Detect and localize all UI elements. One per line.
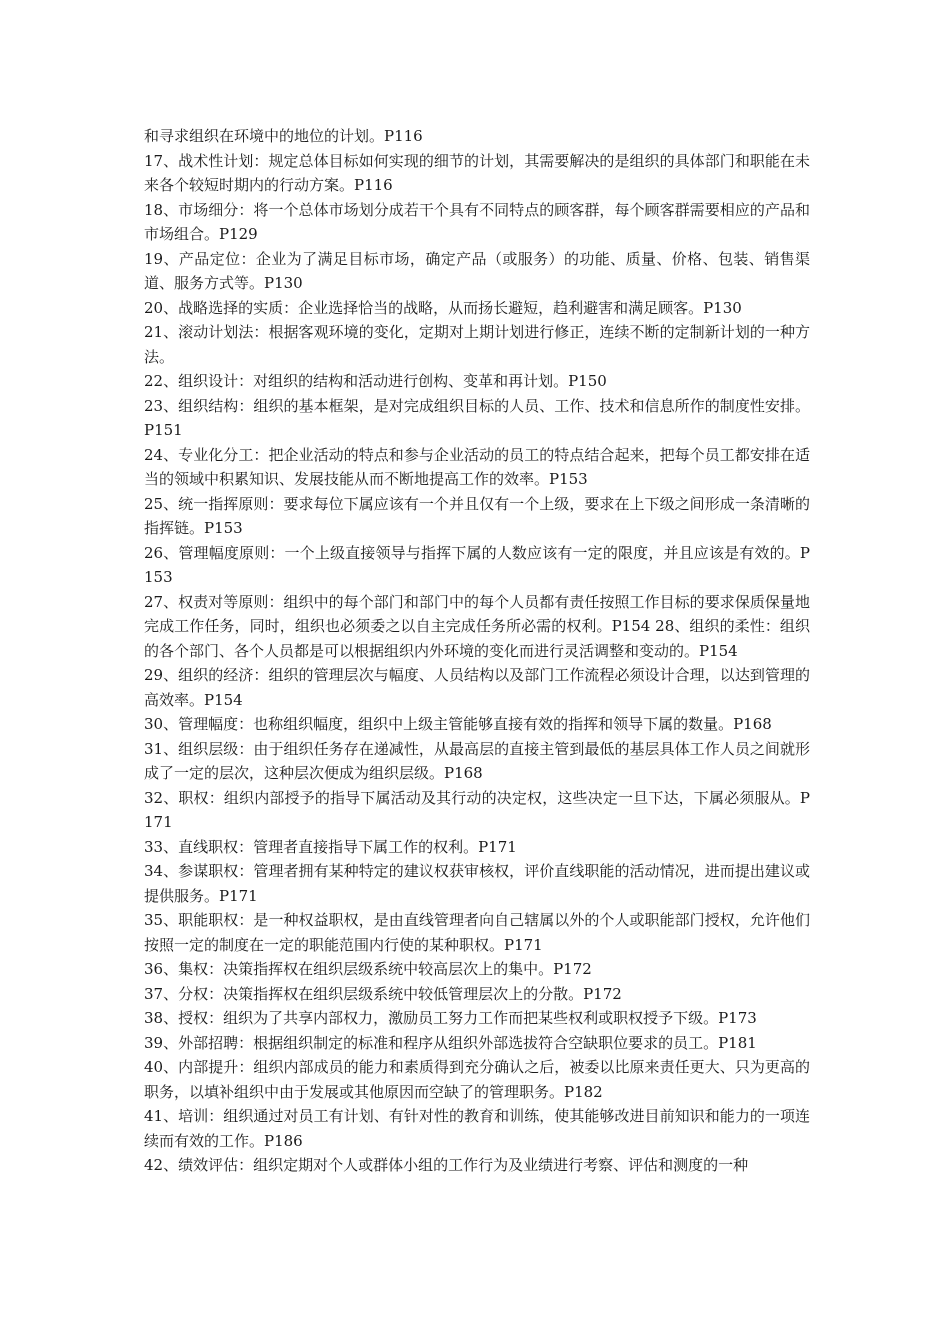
paragraph: 42、绩效评估：组织定期对个人或群体小组的工作行为及业绩进行考察、评估和测度的一种	[144, 1156, 749, 1174]
paragraph: 21、滚动计划法：根据客观环境的变化，定期对上期计划进行修正，连续不断的定制新计划的一种方法。	[144, 323, 810, 366]
paragraph: 31、组织层级：由于组织任务存在递减性，从最高层的直接主管到最低的基层具体工作人员之间就形成了一定的层次，这种层次便成为组织层级。P168	[144, 739, 810, 782]
paragraph: 17、战术性计划：规定总体目标如何实现的细节的计划，其需要解决的是组织的具体部门和职能在未来各个较短时期内的行动方案。P116	[144, 151, 810, 194]
paragraph: 39、外部招聘：根据组织制定的标准和程序从组织外部选拔符合空缺职位要求的员工。P181	[144, 1033, 757, 1052]
paragraph: 33、直线职权：管理者直接指导下属工作的权利。P171	[144, 837, 517, 856]
paragraph: 和寻求组织在环境中的地位的计划。P116	[144, 127, 423, 145]
paragraph: 24、专业化分工：把企业活动的特点和参与企业活动的员工的特点结合起来，把每个员工都安排在适当的领域中积累知识、发展技能从而不断地提高工作的效率。P153	[144, 445, 810, 488]
paragraph: 23、组织结构：组织的基本框架，是对完成组织目标的人员、工作、技术和信息所作的制度性安排。P151	[144, 396, 810, 439]
paragraph: 22、组织设计：对组织的结构和活动进行创构、变革和再计划。P150	[144, 372, 607, 390]
paragraph: 34、参谋职权：管理者拥有某种特定的建议权获审核权，评价直线职能的活动情况，进而提出建议或提供服务。P171	[144, 862, 810, 905]
paragraph: 18、市场细分：将一个总体市场划分成若干个具有不同特点的顾客群，每个顾客群需要相应的产品和市场组合。P129	[144, 200, 810, 243]
paragraph: 32、职权：组织内部授予的指导下属活动及其行动的决定权，这些决定一旦下达，下属必须服从。P171	[144, 788, 810, 831]
paragraph: 36、集权：决策指挥权在组织层级系统中较高层次上的集中。P172	[144, 960, 592, 978]
paragraph: 30、管理幅度：也称组织幅度，组织中上级主管能够直接有效的指挥和领导下属的数量。P168	[144, 715, 772, 733]
paragraph: 26、管理幅度原则：一个上级直接领导与指挥下属的人数应该有一定的限度，并且应该是有效的。P153	[144, 543, 810, 586]
paragraph: 41、培训：组织通过对员工有计划、有针对性的教育和训练，使其能够改进目前知识和能力的一项连续而有效的工作。P186	[144, 1107, 810, 1150]
paragraph: 29、组织的经济：组织的管理层次与幅度、人员结构以及部门工作流程必须设计合理，以达到管理的高效率。P154	[144, 666, 810, 709]
paragraph: 25、统一指挥原则：要求每位下属应该有一个并且仅有一个上级，要求在上下级之间形成一条清晰的指挥链。P153	[144, 494, 810, 537]
document-body	[144, 124, 810, 1178]
paragraph: 40、内部提升：组织内部成员的能力和素质得到充分确认之后，被委以比原来责任更大、只为更高的职务，以填补组织中由于发展或其他原因而空缺了的管理职务。P182	[144, 1058, 810, 1101]
paragraph: 19、产品定位：企业为了满足目标市场，确定产品（或服务）的功能、质量、价格、包装、销售渠道、服务方式等。P130	[144, 249, 810, 292]
paragraph: 20、战略选择的实质：企业选择恰当的战略，从而扬长避短，趋利避害和满足顾客。P130	[144, 298, 742, 317]
paragraph: 38、授权：组织为了共享内部权力，激励员工努力工作而把某些权利或职权授予下级。P173	[144, 1009, 757, 1027]
paragraph: 37、分权：决策指挥权在组织层级系统中较低管理层次上的分散。P172	[144, 984, 622, 1003]
paragraph: 27、权责对等原则：组织中的每个部门和部门中的每个人员都有责任按照工作目标的要求保质保量地完成工作任务，同时，组织也必须委之以自主完成任务所必需的权利。P154 28、组织的柔性：组织的各个部门、各个人员都是可以根据组织内外环境的变化而进行灵活调整和变动的。P154	[144, 592, 810, 660]
paragraph: 35、职能职权：是一种权益职权，是由直线管理者向自己辖属以外的个人或职能部门授权，允许他们按照一定的制度在一定的职能范围内行使的某种职权。P171	[144, 911, 810, 954]
